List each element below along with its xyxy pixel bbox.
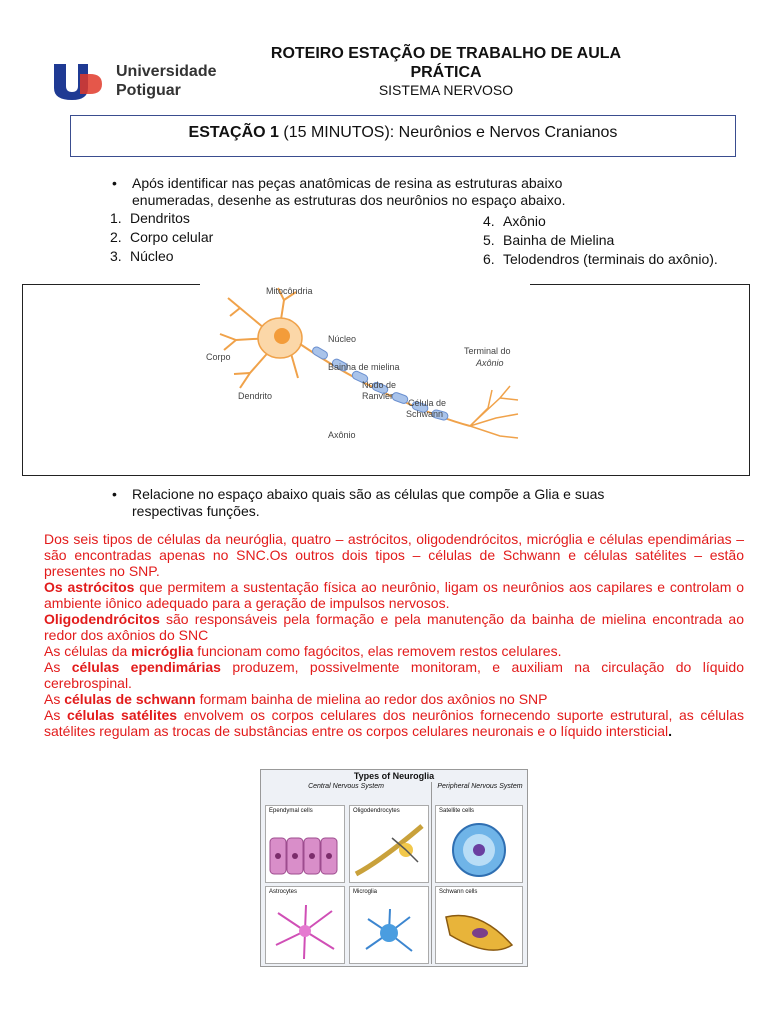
answer-rest: são responsáveis pela formação e pela manutenção da bainha de mielina encontrada ao redor dos axônios do SNC [44,611,744,643]
list-label: Bainha de Mielina [503,232,615,248]
answer-pre: As [44,659,72,675]
station-title-rest: (15 MINUTOS): Neurônios e Nervos Cranianos [278,124,618,141]
list-number: 6. [483,251,495,267]
answer-bold: Os astrócitos [44,579,135,595]
label-terminal-1: Terminal do [464,346,511,356]
list-item [110,209,410,228]
ependymal-cells-icon [268,820,342,880]
oligodendrocyte-icon [352,820,426,880]
panel-schwann [435,886,523,964]
panel-label: Astrocytes [269,889,298,895]
panel-label: Microglia [353,889,378,895]
panel-astrocytes [265,886,345,964]
panel-label: Ependymal cells [269,808,313,814]
list-item [483,250,763,269]
answer-bold: células satélites [66,707,178,723]
station-header-box [70,115,736,157]
page-subtitle: SISTEMA NERVOSO [378,82,514,98]
figure-divider [431,782,432,964]
answer-rest: formam bainha de mielina ao redor dos axônios no SNP [195,691,548,707]
list-item [483,212,763,231]
label-nodo-2: Ranvier [362,391,394,401]
label-nucleo: Núcleo [328,334,357,344]
list-number: 3. [110,248,122,264]
bullet-icon: • [112,486,117,502]
list-item [483,231,763,250]
list-item [110,247,410,266]
list-label: Axônio [503,213,546,229]
panel-label: Schwann cells [439,889,478,895]
label-axonio: Axônio [328,430,356,440]
answer-pre: As [44,707,67,723]
logo-line2: Potiguar [116,82,181,99]
instruction-1-line2: enumeradas, desenhe as estruturas dos neurônios no espaço abaixo. [132,192,566,208]
label-mitocondria: Mitocôndria [266,286,313,296]
answer-paragraph: Dos seis tipos de células da neuróglia, quatro – astrócitos, oligodendrócitos, micróglia e células ependimárias – são encontradas apenas no SNC.Os outros dois tipos – células de Schwann e células satélites – estão presentes no SNP. [44,531,744,579]
answer-paragraph [44,707,744,739]
panel-oligodendrocytes [349,805,429,883]
label-celula-1: Célula de [408,398,447,408]
list-number: 2. [110,229,122,245]
title-line1: ROTEIRO ESTAÇÃO DE TRABALHO DE AULA [270,45,622,62]
answer-paragraph [44,691,744,707]
label-celula-2: Schwann [406,409,444,419]
answer-rest: produzem, possivelmente monitoram, e auxiliam na circulação do líquido cerebrospinal. [44,659,744,691]
logo-text [116,62,216,100]
answer-rest: funcionam como fagócitos, elas removem restos celulares. [193,643,562,659]
station-title [71,124,735,142]
list-item [110,228,410,247]
logo-line1: Universidade [116,63,217,80]
instruction-1-line1: Após identificar nas peças anatômicas de resina as estruturas abaixo [132,175,563,191]
panel-label: Satellite cells [439,808,475,814]
answer-bold: Oligodendrócitos [44,611,160,627]
answer-paragraph [44,643,744,659]
structure-list-left [110,209,410,266]
station-title-bold: ESTAÇÃO 1 [188,124,279,141]
panel-satellite [435,805,523,883]
figure-pns-label: Peripheral Nervous System [437,783,523,790]
title-line2: PRÁTICA [410,64,482,81]
list-label: Núcleo [130,248,174,264]
label-bainha: Bainha de mielina [328,362,400,372]
answer-paragraph [44,611,744,643]
label-corpo: Corpo [206,352,231,362]
university-logo [50,58,230,106]
answer-pre: As células da [44,643,132,659]
instruction-2-line2: respectivas funções. [132,503,260,519]
answer-end: . [668,723,672,739]
answer-text [44,531,744,739]
structure-list-right [483,212,763,269]
answer-paragraph [44,659,744,691]
bullet-icon: • [112,175,117,191]
panel-label: Oligodendrocytes [353,808,400,814]
unp-logo-icon [50,60,104,102]
label-terminal-2: Axônio [476,358,504,368]
list-label: Telodendros (terminais do axônio). [503,251,718,267]
figure-title: Types of Neuroglia [353,771,435,781]
list-number: 4. [483,213,495,229]
instruction-2-line1: Relacione no espaço abaixo quais são as células que compõe a Glia e suas [132,486,605,502]
microglia-icon [352,901,426,961]
instruction-2 [112,486,712,520]
panel-microglia [349,886,429,964]
list-number: 5. [483,232,495,248]
page-title [230,44,662,82]
answer-bold: células ependimárias [71,659,221,675]
satellite-cells-icon [444,818,514,880]
astrocyte-icon [268,901,342,961]
schwann-cell-icon [440,901,518,961]
label-dendrito: Dendrito [238,391,273,401]
neuroglia-figure [260,769,528,967]
answer-rest: envolvem os corpos celulares dos neurônios fornecendo suporte estrutural, as células satélites regulam as trocas de substâncias entre os corpos celulares neuronais e o líquido intersticial [44,707,744,739]
panel-ependymal [265,805,345,883]
nucleus [274,328,290,344]
label-nodo-1: Nodo de [362,380,397,390]
answer-pre: As [44,691,65,707]
list-label: Dendritos [130,210,190,226]
list-label: Corpo celular [130,229,214,245]
answer-bold: células de schwann [64,691,196,707]
answer-paragraph [44,579,744,611]
neuron-diagram [200,278,530,450]
answer-rest: que permitem a sustentação física ao neurônio, ligam os neurônios aos capilares e controlam o ambiente iônico adequado para a geração de impulsos nervosos. [44,579,745,611]
instruction-1 [112,175,712,209]
list-number: 1. [110,210,122,226]
figure-cns-label: Central Nervous System [308,783,384,790]
answer-bold: micróglia [131,643,194,659]
